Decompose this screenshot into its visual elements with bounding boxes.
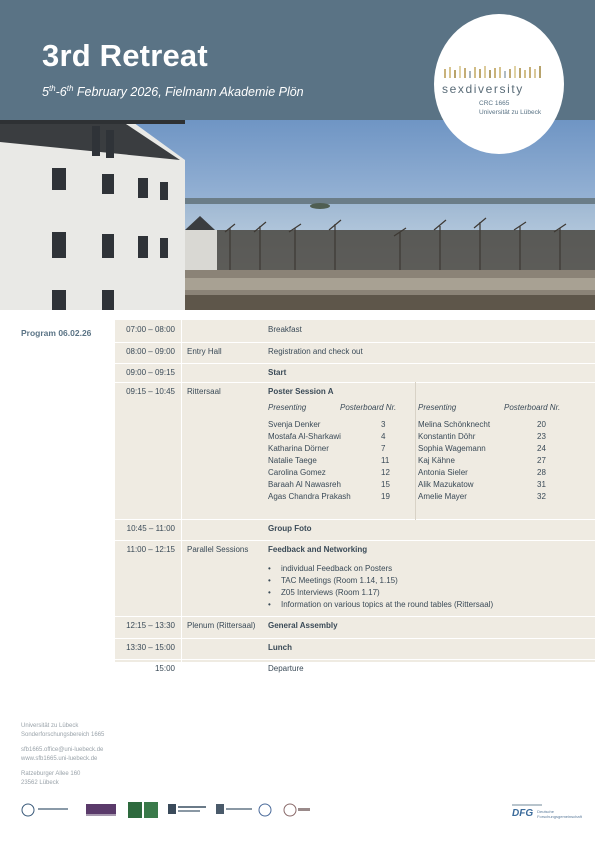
poster-column-separator: [415, 382, 416, 520]
program-time: 08:00 – 09:00: [126, 347, 175, 356]
logo-bar: [499, 67, 501, 78]
poster-presenter-left: Katharina Dörner: [268, 444, 329, 453]
row-divider: [115, 540, 595, 541]
partner-logo-6: [259, 804, 271, 816]
program-table-background: [115, 320, 595, 662]
program-event: Departure: [268, 664, 304, 673]
poster-presenter-right: Sophia Wagemann: [418, 444, 486, 453]
footer-website[interactable]: www.sfb1665.uni-luebeck.de: [21, 756, 98, 762]
row-divider: [115, 659, 595, 660]
feedback-bullet-item: • individual Feedback on Posters: [268, 564, 392, 573]
program-event: Group Foto: [268, 524, 312, 533]
program-event: Start: [268, 368, 287, 377]
poster-presenter-right: Melina Schönknecht: [418, 420, 491, 429]
poster-board-number-left: 19: [381, 492, 390, 501]
footer-email[interactable]: sfb1665.office@uni-luebeck.de: [21, 747, 104, 753]
partner-logo-1: [22, 804, 68, 816]
poster-presenter-left: Svenja Denker: [268, 420, 321, 429]
logo-bar: [539, 66, 541, 78]
partner-logo-2: [86, 804, 116, 816]
program-label: Program 06.02.26: [21, 328, 92, 338]
program-event: Registration and check out: [268, 347, 363, 356]
program-room: Plenum (Rittersaal): [187, 621, 256, 630]
logo-bars-graphic: [444, 66, 541, 78]
logo-crc-label: CRC 1665: [479, 100, 510, 107]
feedback-bullet-item: • TAC Meetings (Room 1.14, 1.15): [268, 576, 398, 585]
poster-presenter-right: Antonia Sieler: [418, 468, 468, 477]
poster-board-number-left: 15: [381, 480, 390, 489]
poster-board-number-left: 12: [381, 468, 390, 477]
sexdiversity-logo: [434, 14, 564, 154]
row-divider: [115, 363, 595, 364]
poster-board-number-right: 23: [537, 432, 546, 441]
logo-bar: [529, 67, 531, 78]
dfg-logo: [512, 804, 582, 819]
poster-board-number-right: 20: [537, 420, 546, 429]
partner-logo-7: [284, 804, 310, 816]
program-time: 13:30 – 15:00: [126, 643, 175, 652]
logo-bar: [509, 69, 511, 78]
poster-presenter-left: Agas Chandra Prakash: [268, 492, 351, 501]
logo-bar: [494, 68, 496, 78]
logo-bar: [459, 66, 461, 78]
program-time: 09:15 – 10:45: [126, 387, 175, 396]
poster-board-number-right: 27: [537, 456, 546, 465]
event-subtitle: 5th-6th February 2026, Fielmann Akademie Plön: [42, 84, 304, 100]
logo-bar: [444, 69, 446, 78]
poster-board-number-right: 28: [537, 468, 546, 477]
poster-presenter-right: Alik Mazukatow: [418, 480, 474, 489]
poster-header-board-left: Posterboard Nr.: [340, 403, 397, 412]
poster-header-board-right: Posterboard Nr.: [504, 403, 561, 412]
poster-board-number-left: 7: [381, 444, 386, 453]
poster-header-presenting-right: Presenting: [418, 403, 457, 412]
partner-logo-3: [128, 802, 158, 818]
logo-bar: [449, 67, 451, 78]
logo-bar: [454, 70, 456, 78]
program-time: 15:00: [154, 664, 175, 673]
feedback-bullet-item: • Z05 Interviews (Room 1.17): [268, 588, 380, 597]
logo-bar: [534, 69, 536, 78]
poster-presenter-left: Carolina Gomez: [268, 468, 326, 477]
page-title: 3rd Retreat: [42, 38, 208, 73]
partner-logos: [18, 800, 318, 820]
row-divider: [115, 638, 595, 639]
poster-presenter-right: Amelie Mayer: [418, 492, 467, 501]
poster-presenter-right: Kaj Kähne: [418, 456, 455, 465]
logo-wordmark: sexdiversity: [442, 82, 524, 96]
footer-org: Universität zu Lübeck: [21, 723, 79, 729]
program-time: 09:00 – 09:15: [126, 368, 175, 377]
partner-logo-5: [216, 804, 252, 814]
footer-org-sub: Sonderforschungsbereich 1665: [21, 732, 105, 738]
dfg-logo-letters: DFG: [512, 808, 534, 819]
logo-university-label: Universität zu Lübeck: [479, 109, 542, 116]
row-divider: [115, 616, 595, 617]
footer-street: Ratzeburger Allee 160: [21, 771, 81, 777]
logo-bar: [504, 71, 506, 78]
footer-city: 23562 Lübeck: [21, 780, 59, 786]
logo-bar: [474, 67, 476, 78]
column-divider: [181, 320, 182, 662]
dfg-logo-sub1: Deutsche: [537, 808, 555, 814]
partner-logo-4: [168, 804, 206, 814]
program-time: 12:15 – 13:30: [126, 621, 175, 630]
logo-bar: [514, 66, 516, 78]
program-event: Breakfast: [268, 325, 302, 334]
poster-board-number-left: 4: [381, 432, 386, 441]
program-event: Poster Session A: [268, 387, 334, 396]
poster-board-number-right: 24: [537, 444, 546, 453]
program-event: General Assembly: [268, 621, 338, 630]
poster-header-presenting-left: Presenting: [268, 403, 307, 412]
program-room: Parallel Sessions: [187, 545, 249, 554]
program-room: Rittersaal: [187, 387, 221, 396]
logo-bar: [489, 70, 491, 78]
poster-presenter-left: Mostafa Al-Sharkawi: [268, 432, 341, 441]
program-room: Entry Hall: [187, 347, 222, 356]
logo-bar: [464, 68, 466, 78]
logo-bar: [484, 66, 486, 78]
poster-presenter-right: Konstantin Döhr: [418, 432, 476, 441]
poster-board-number-right: 31: [537, 480, 546, 489]
feedback-bullet-item: • Information on various topics at the round tables (Rittersaal): [268, 600, 493, 609]
program-event: Lunch: [268, 643, 292, 652]
program-time: 07:00 – 08:00: [126, 325, 175, 334]
row-divider: [115, 382, 595, 383]
poster-board-number-right: 32: [537, 492, 546, 501]
program-time: 10:45 – 11:00: [126, 524, 175, 533]
poster-presenter-left: Natalie Taege: [268, 456, 317, 465]
dfg-logo-sub2: Forschungsgemeinschaft: [537, 813, 582, 819]
logo-bar: [469, 71, 471, 78]
poster-presenter-left: Baraah Al Nawasreh: [268, 480, 341, 489]
logo-bar: [479, 69, 481, 78]
poster-board-number-left: 11: [381, 456, 390, 465]
row-divider: [115, 519, 595, 520]
logo-bar: [519, 68, 521, 78]
dfg-logo-bar: [512, 804, 542, 806]
row-divider: [115, 342, 595, 343]
program-event: Feedback and Networking: [268, 545, 368, 554]
logo-bar: [524, 70, 526, 78]
poster-board-number-left: 3: [381, 420, 386, 429]
program-time: 11:00 – 12:15: [126, 545, 175, 554]
